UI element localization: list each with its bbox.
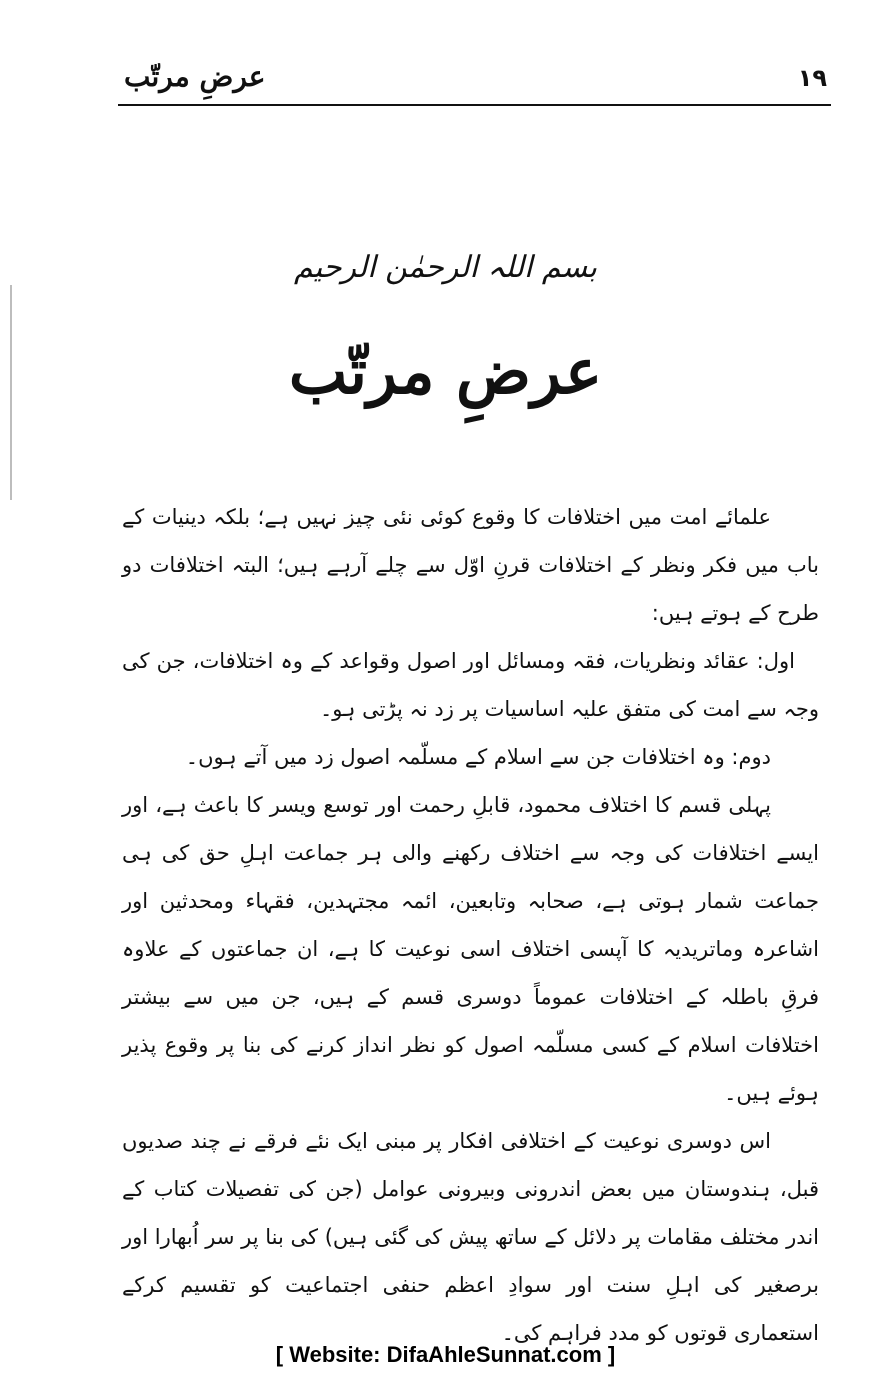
- page-number: ١٩: [797, 64, 827, 92]
- running-title: عرضِ مرتّب: [124, 60, 266, 93]
- paragraph-first-type: اول: عقائد ونظریات، فقہ ومسائل اور اصول وقواعد کے وہ اختلافات، جن کی وجہ سے امت کی متفق علیہ اساسیات پر زد نہ پڑتی ہو۔: [122, 649, 819, 721]
- bismillah: بسم اللہ الرحمٰن الرحیم: [293, 250, 598, 285]
- paragraph-second-type: دوم: وہ اختلافات جن سے اسلام کے مسلّمہ اصول زد میں آتے ہوں۔: [185, 745, 771, 769]
- website-footer: [ Website: DifaAhleSunnat.com ]: [275, 1342, 616, 1367]
- chapter-title: عرضِ مرتّب: [288, 335, 603, 408]
- paragraph-explanation: پہلی قسم کا اختلاف محمود، قابلِ رحمت اور توسع ویسر کا باعث ہے، اور ایسے اختلافات کی وجہ سے اختلاف رکھنے والی ہر جماعت اہلِ حق کی ہی جماعت شمار ہوتی ہے، صحابہ وتابعین، ائمہ مجتہدین، فقہاء ومحدثین اور اشاعرہ وماتریدیہ کا آپسی اختلاف اسی نوعیت کا ہے، ان جماعتوں کے علاوہ فرقِ باطلہ کے اختلافات عموماً دوسری قسم کے ہیں، جن میں سے بیشتر اختلافات اسلام کے کسی مسلّمہ اصول کو نظر انداز کرنے کی بنا پر وقوع پذیر ہوئے ہیں۔: [122, 793, 819, 1105]
- paragraph-new-sect: اس دوسری نوعیت کے اختلافی افکار پر مبنی ایک نئے فرقے نے چند صدیوں قبل، ہندوستان میں بعض اندرونی وبیرونی عوامل (جن کی تفصیلات کتاب کے اندر مختلف مقامات پر دلائل کے ساتھ پیش کی گئی ہیں) کی بنا پر سر اُبھارا اور برصغیر کی اہلِ سنت اور سوادِ اعظم حنفی اجتماعیت کو تقسیم کرکے استعماری قوتوں کو مدد فراہم کی۔: [122, 1129, 819, 1345]
- page-header: [118, 58, 831, 106]
- paragraph-intro: علمائے امت میں اختلافات کا وقوع کوئی نئی چیز نہیں ہے؛ بلکہ دینیات کے باب میں فکر ونظر کے اختلافات قرنِ اوّل سے چلے آرہے ہیں؛ البتہ اختلافات دو طرح کے ہوتے ہیں:: [122, 505, 819, 625]
- body-text: [122, 493, 819, 1357]
